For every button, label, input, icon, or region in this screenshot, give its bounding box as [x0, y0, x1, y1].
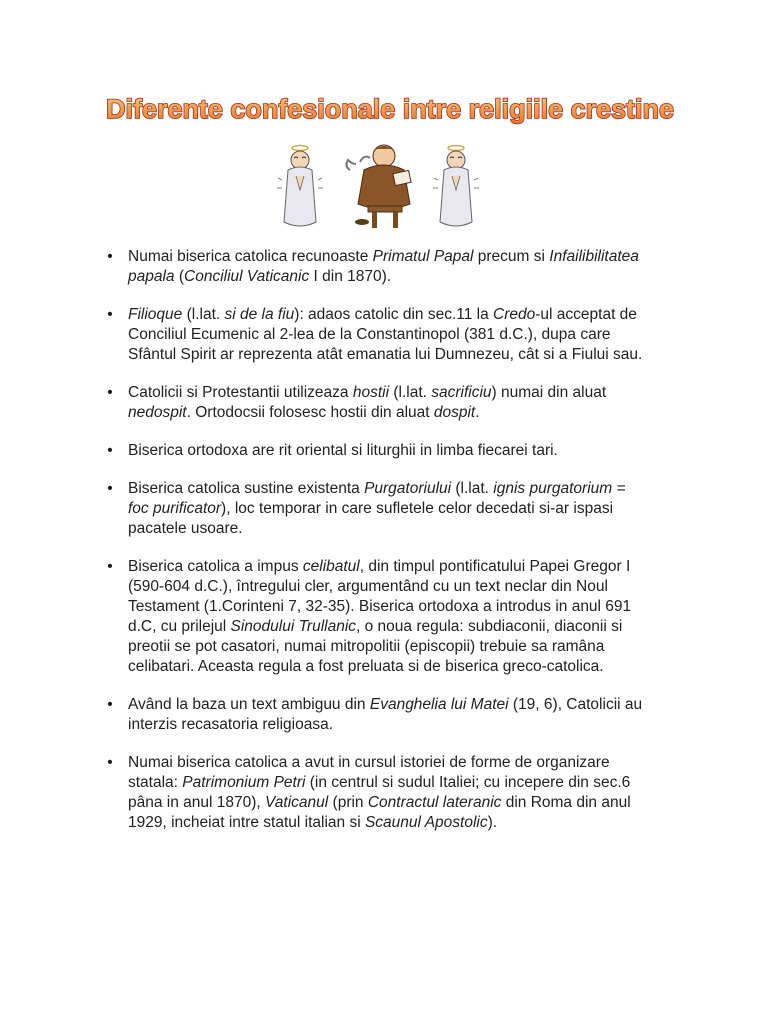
- list-item: [104, 441, 644, 461]
- reading-friar-icon: [346, 145, 411, 228]
- italic-term: hostii: [352, 384, 390, 401]
- text-run: Având la baza un text ambiguu din: [128, 696, 370, 713]
- list-item: [104, 247, 644, 287]
- text-run: (: [174, 268, 185, 285]
- bullet-icon: •: [107, 480, 113, 497]
- list-item: [104, 383, 644, 423]
- list-item-text: [128, 479, 644, 539]
- text-run: Biserica ortodoxa are rit oriental si liturghii in limba fiecarei tari.: [128, 442, 558, 459]
- italic-term: Vaticanul: [265, 794, 329, 811]
- list-item-text: [128, 247, 644, 287]
- italic-term: Scaunul Apostolic: [364, 814, 488, 831]
- text-run: ).: [487, 814, 498, 831]
- bullet-icon: •: [107, 384, 113, 401]
- list-item: [104, 695, 644, 735]
- bullet-icon: •: [107, 442, 113, 459]
- text-run: Biserica catolica sustine existenta: [128, 480, 365, 497]
- text-run: . Ortodocsii folosesc hostii din aluat: [186, 404, 434, 421]
- italic-term: Purgatoriului: [364, 480, 452, 497]
- text-run: ): adaos catolic din sec.11 la: [294, 306, 494, 323]
- list-item: [104, 753, 644, 833]
- text-run: Catolicii si Protestantii utilizeaza: [128, 384, 353, 401]
- list-item-text: [128, 441, 644, 461]
- text-run: din Roma din anul 1929, incheiat intre statul italian si: [128, 794, 631, 831]
- bullet-icon: •: [107, 306, 113, 323]
- list-item: [104, 557, 644, 677]
- text-run: , o noua regula: subdiaconii, diaconii si preotii se pot casatori, numai mitropolitii (episcopii) trebuie sa ramâna celibatari. Aceasta regula a fost preluata si de biserica greco-catolica.: [128, 618, 623, 675]
- text-run: (l.lat.: [451, 480, 494, 497]
- italic-term: sacrificiu: [431, 384, 492, 401]
- list-item-text: [128, 557, 644, 677]
- differences-list: [104, 247, 644, 851]
- italic-term: Infailibilitatea papala: [128, 248, 639, 285]
- text-run: Biserica catolica a impus: [128, 558, 303, 575]
- bullet-icon: •: [107, 696, 113, 713]
- wordart-title: [100, 84, 680, 134]
- text-run: .: [475, 404, 480, 421]
- italic-term: nedospit: [128, 404, 187, 421]
- clergy-illustration: [270, 140, 490, 232]
- praying-monk-right-icon: [433, 146, 479, 227]
- italic-term: Evanghelia lui Matei: [369, 696, 509, 713]
- italic-term: Credo: [493, 306, 536, 323]
- text-run: Numai biserica catolica a avut in cursul istoriei de forme de organizare statala:: [128, 754, 610, 791]
- italic-term: Sinodului Trullanic: [230, 618, 357, 635]
- text-run: (in centrul si sudul Italiei; cu incepere din sec.6 pâna in anul 1870),: [128, 774, 631, 811]
- title-text: Diferente confesionale intre religiile crestine: [106, 94, 674, 124]
- text-run: precum si: [473, 248, 550, 265]
- italic-term: si de la fiu: [224, 306, 295, 323]
- praying-monk-left-icon: [277, 146, 323, 227]
- bullet-icon: •: [107, 754, 113, 771]
- list-item-text: [128, 305, 644, 365]
- text-run: (l.lat.: [389, 384, 432, 401]
- text-run: -ul acceptat de Conciliul Ecumenic al 2-lea de la Constantinopol (381 d.C.), dupa care Sfântul Spirit ar reprezenta atât emanatia lui Dumnezeu, cât si a Fiului sau.: [128, 306, 643, 363]
- list-item-text: [128, 753, 644, 833]
- text-run: (prin: [328, 794, 368, 811]
- list-item-text: [128, 383, 644, 423]
- italic-term: Filioque: [128, 306, 183, 323]
- italic-term: Patrimonium Petri: [182, 774, 306, 791]
- text-run: ), loc temporar in care sufletele celor decedati si-ar ispasi pacatele usoare.: [128, 500, 614, 537]
- bullet-icon: •: [107, 248, 113, 265]
- italic-term: Primatul Papal: [372, 248, 474, 265]
- document-title: [100, 84, 680, 134]
- italic-term: Conciliul Vaticanic: [184, 268, 310, 285]
- italic-term: Contractul lateranic: [367, 794, 502, 811]
- text-run: , din timpul pontificatului Papei Gregor I (590-604 d.C.), întregului cler, argumentând cu un text neclar din Noul Testament (1.Corinteni 7, 32-35). Biserica ortodoxa a introdus in anul 691 d.C, cu prilejul: [128, 558, 632, 635]
- list-item-text: [128, 695, 644, 735]
- italic-term: celibatul: [302, 558, 360, 575]
- list-item: [104, 305, 644, 365]
- text-run: (19, 6), Catolicii au interzis recasatoria religioasa.: [128, 696, 643, 733]
- text-run: I din 1870).: [309, 268, 392, 285]
- italic-term: ignis purgatorium = foc purificator: [128, 480, 626, 517]
- text-run: Numai biserica catolica recunoaste: [128, 248, 373, 265]
- list-item: [104, 479, 644, 539]
- text-run: (l.lat.: [182, 306, 225, 323]
- text-run: ) numai din aluat: [491, 384, 607, 401]
- bullet-icon: •: [107, 558, 113, 575]
- italic-term: dospit: [433, 404, 476, 421]
